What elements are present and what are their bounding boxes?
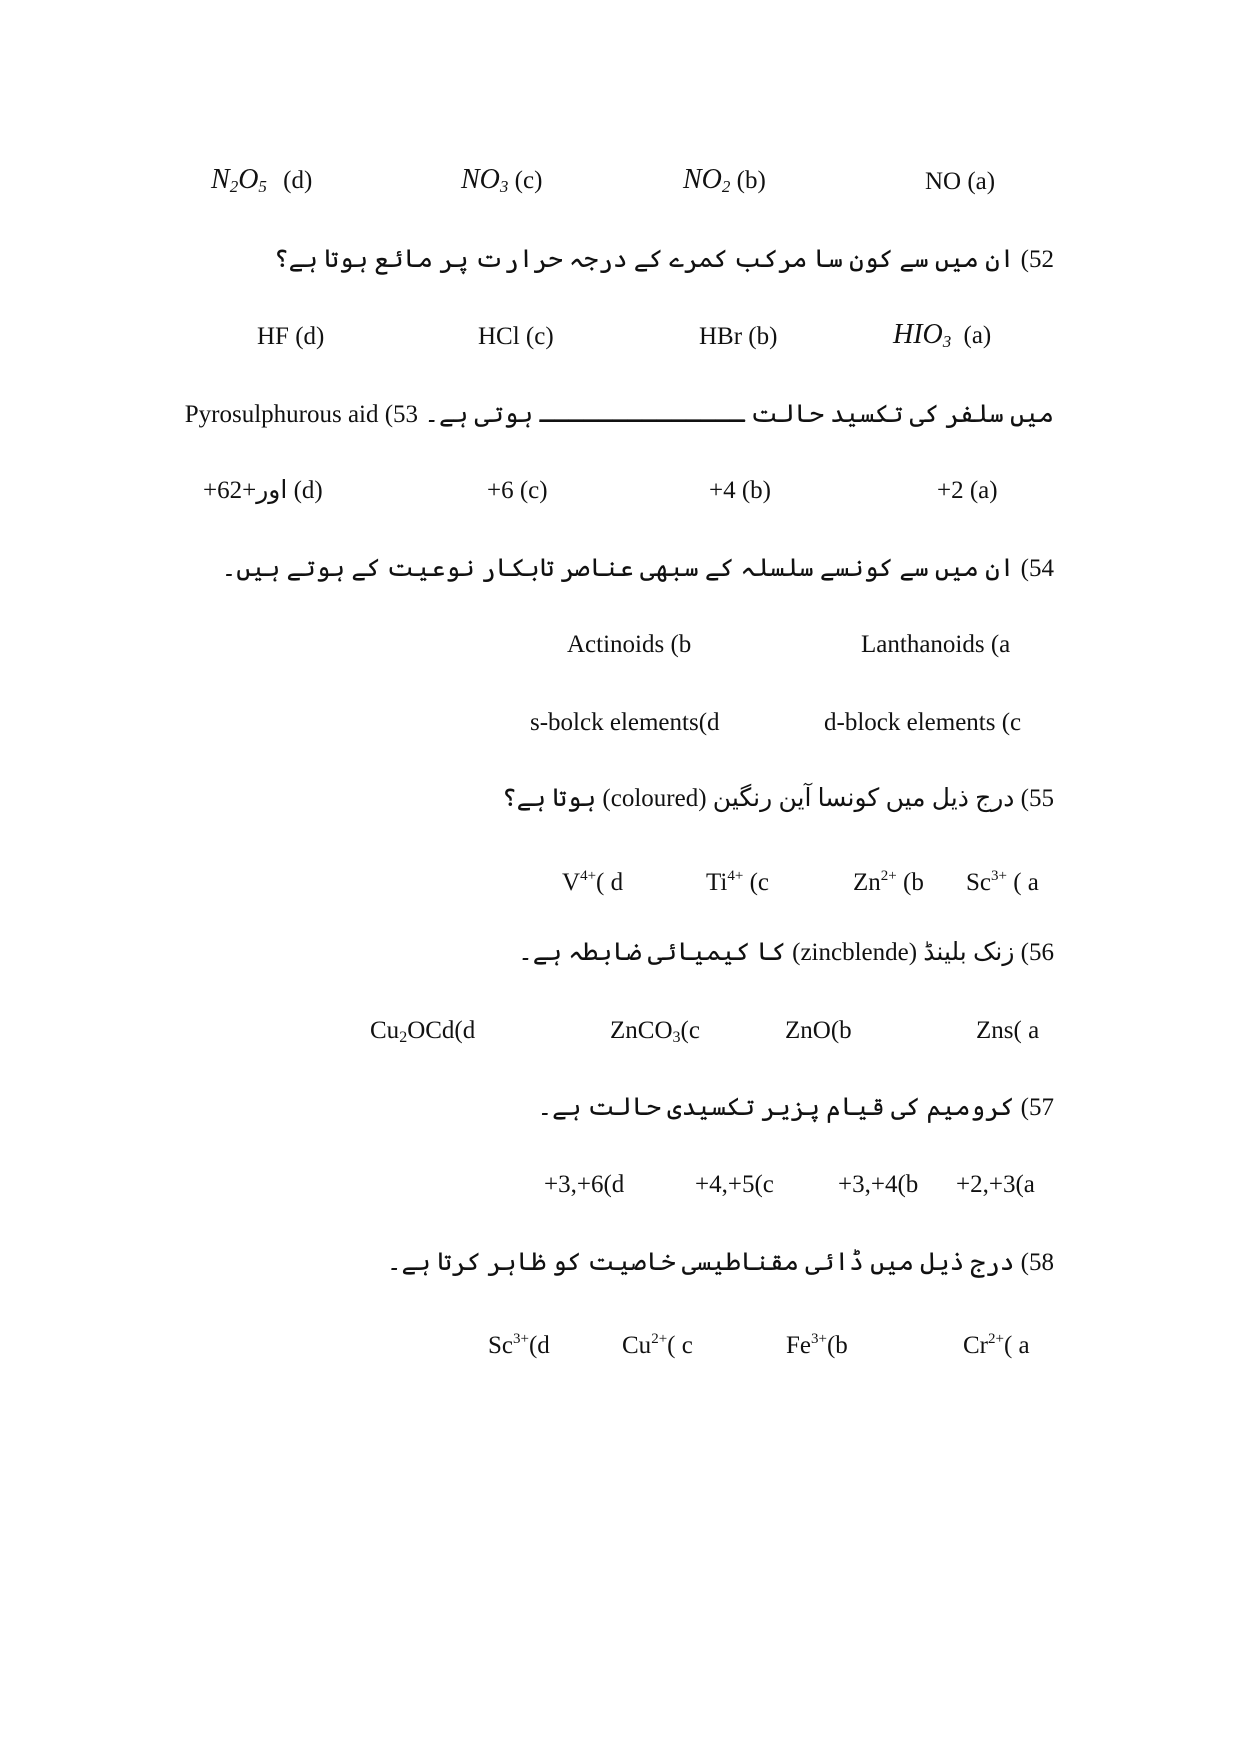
q53-option-c: +6 (c) xyxy=(487,477,548,504)
q51-option-b: $NO_2$ (b) xyxy=(683,164,766,196)
q56-question: 56) زنک بلینڈ (zincblende) کا کیمیائی ضابطہ ہے۔ xyxy=(518,939,1054,966)
q54-option-d: s-bolck elements(d xyxy=(530,709,720,736)
q53-option-b: +4 (b) xyxy=(709,477,771,504)
q52-option-d: HF (d) xyxy=(257,323,325,350)
q56-option-d: $Cu_2OCd(d$ xyxy=(370,1017,476,1046)
q55-option-b: $Zn^{2+}$ (b xyxy=(853,868,924,896)
q56-option-b: ZnO(b xyxy=(785,1017,852,1044)
q53-question: Pyrosulphurous aid (53 میں سلفر کی تکسید حالت ــــــــــــــ ہوتی ہے۔ xyxy=(184,401,1054,428)
q51-option-c: $NO_3$ (c) xyxy=(461,164,543,196)
q52-option-c: HCl (c) xyxy=(478,323,554,350)
q54-question: 54) ان میں سے کونسے سلسلہ کے سبھی عناصر تابکار نوعیت کے ہوتے ہیں۔ xyxy=(221,555,1054,582)
q56-option-c: ZnCO$_3$(c xyxy=(610,1017,700,1046)
q57-question: 57) کرومیم کی قیام پزیر تکسیدی حالت ہے۔ xyxy=(537,1094,1054,1121)
q55-option-d: $V^{4+}$( d xyxy=(562,868,624,896)
q57-option-d: +3,+6(d xyxy=(544,1171,625,1198)
q57-option-c: +4,+5(c xyxy=(695,1171,774,1198)
q55-question: 55) درج ذیل میں کونسا آین رنگین (coloured) ہوتا ہے؟ xyxy=(502,785,1054,812)
q51-option-a: NO (a) xyxy=(925,168,996,195)
q54-option-a: Lanthanoids (a xyxy=(861,631,1011,658)
q55-option-c: $Ti^{4+}$ (c xyxy=(706,868,769,896)
q53-option-a: +2 (a) xyxy=(937,477,998,504)
q51-option-d: $N_2O_5$ (d) xyxy=(211,164,313,196)
q52-question: 52) ان میں سے کون سا مرکب کمرے کے درجہ حرارت پر مائع ہوتا ہے؟ xyxy=(273,246,1054,273)
q57-option-a: +2,+3(a xyxy=(956,1171,1035,1198)
q57-option-b: +3,+4(b xyxy=(838,1171,919,1198)
q54-option-b: Actinoids (b xyxy=(567,631,692,658)
q52-option-a: $HIO_3$ (a) xyxy=(893,319,992,351)
q52-option-b: HBr (b) xyxy=(699,323,778,350)
q58-option-d: $Sc^{3+}(d$ xyxy=(488,1331,550,1359)
q58-option-b: $Fe^{3+}(b$ xyxy=(786,1331,848,1359)
q58-option-c: $Cu^{2+}$( c xyxy=(622,1331,693,1359)
q53-option-d: +6اور+2 (d) xyxy=(203,477,323,504)
q58-option-a: $Cr^{2+}$( a xyxy=(963,1331,1030,1359)
q54-option-c: d-block elements (c xyxy=(824,709,1022,736)
q55-option-a: $Sc^{3+}$ ( a xyxy=(966,868,1039,896)
q58-question: 58) درج ذیل میں ڈائی مقناطیسی خاصیت کو ظاہر کرتا ہے۔ xyxy=(386,1249,1054,1276)
q56-option-a: Zns( a xyxy=(976,1017,1040,1044)
